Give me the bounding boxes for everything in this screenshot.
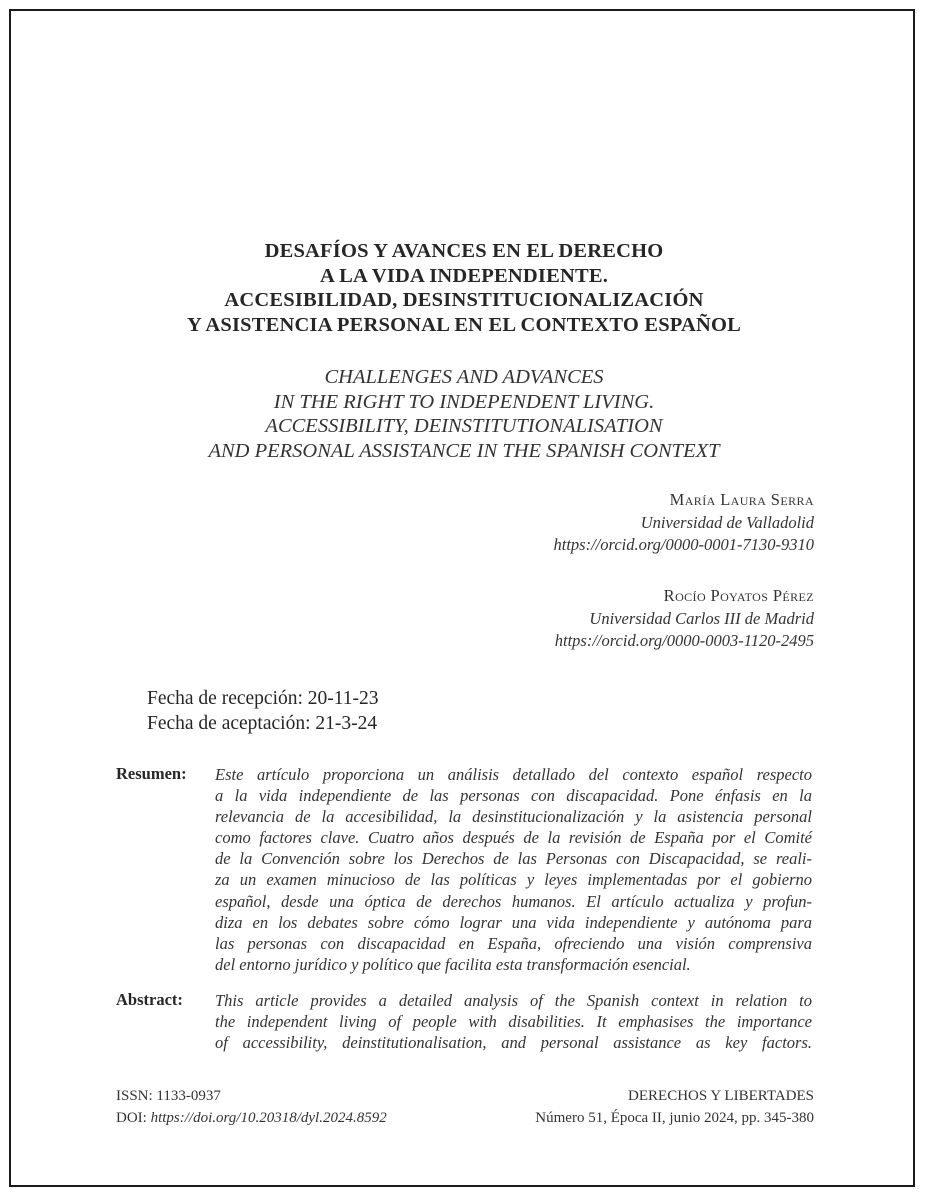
doi [116, 1107, 387, 1129]
doi-link[interactable]: https://doi.org/10.20318/dyl.2024.8592 [150, 1110, 387, 1126]
resumen-line: diza en los debates sobre cómo lograr una vida independiente y autónoma para [215, 912, 812, 932]
title-spanish-line: ACCESIBILIDAD, DESINSTITUCIONALIZACIÓN [224, 289, 704, 311]
author-block-1 [554, 489, 814, 557]
submission-dates [147, 686, 379, 736]
accepted-date: Fecha de aceptación: 21-3-24 [147, 713, 378, 734]
resumen-line: a la vida independiente de las personas con discapacidad. Pone énfasis en la [215, 786, 812, 806]
resumen-line: de la Convención sobre los Derechos de las Personas con Discapacidad, se reali- [215, 849, 812, 869]
author-name: Rocío Poyatos Pérez [663, 586, 814, 605]
author-name: María Laura Serra [669, 490, 814, 509]
resumen-line: za un examen minucioso de las políticas y leyes implementadas por el gobierno [215, 870, 812, 890]
author-affiliation: Universidad Carlos III de Madrid [589, 608, 814, 628]
author-orcid-link[interactable]: https://orcid.org/0000-0001-7130-9310 [553, 535, 814, 554]
resumen-line: las personas con discapacidad en España, ofreciendo una visión comprensiva [215, 933, 812, 953]
doi-label: DOI: [116, 1110, 147, 1126]
issue-info: Número 51, Época II, junio 2024, pp. 345-380 [535, 1110, 814, 1126]
resumen-line: relevancia de la accesibilidad, la desinstitucionalización y la asistencia personal [215, 807, 812, 827]
resumen-label: Resumen: [116, 764, 187, 783]
footer-left [116, 1085, 387, 1129]
title-spanish [0, 239, 928, 337]
journal-name: DERECHOS Y LIBERTADES [628, 1088, 814, 1104]
received-date: Fecha de recepción: 20-11-23 [147, 688, 379, 709]
title-spanish-line: Y ASISTENCIA PERSONAL EN EL CONTEXTO ESPAÑOL [186, 313, 742, 336]
abstract-line: This article provides a detailed analysis of the Spanish context in relation to [215, 991, 812, 1010]
resumen-text [215, 764, 812, 975]
author-block-2 [555, 585, 814, 653]
title-english [0, 365, 928, 463]
title-english-line: ACCESSIBILITY, DEINSTITUTIONALISATION [265, 415, 663, 437]
author-orcid-link[interactable]: https://orcid.org/0000-0003-1120-2495 [554, 631, 814, 650]
title-english-line: IN THE RIGHT TO INDEPENDENT LIVING. [273, 390, 655, 413]
abstract-text [215, 990, 812, 1053]
title-english-line: AND PERSONAL ASSISTANCE IN THE SPANISH CONTEXT [208, 439, 720, 462]
resumen-line: español, desde una óptica de derechos humanos. El artículo actualiza y profun- [215, 891, 812, 911]
title-spanish-line: A LA VIDA INDEPENDIENTE. [319, 264, 609, 287]
abstract-label: Abstract: [116, 990, 183, 1009]
issn: ISSN: 1133-0937 [116, 1088, 221, 1104]
resumen-line: del entorno jurídico y político que facilita esta transformación esencial. [215, 954, 691, 974]
abstract-line: the independent living of people with disabilities. It emphasises the importance [215, 1012, 812, 1032]
title-spanish-line: DESAFÍOS Y AVANCES EN EL DERECHO [264, 240, 664, 262]
resumen-line: Este artículo proporciona un análisis detallado del contexto español respecto [215, 765, 812, 784]
abstract-line: of accessibility, deinstitutionalisation, and personal assistance as key factors. [215, 1033, 812, 1053]
footer-right [535, 1085, 814, 1129]
title-english-line: CHALLENGES AND ADVANCES [324, 366, 604, 388]
resumen-line: como factores clave. Cuatro años después de la revisión de España por el Comité [215, 828, 812, 848]
author-affiliation: Universidad de Valladolid [640, 512, 814, 532]
